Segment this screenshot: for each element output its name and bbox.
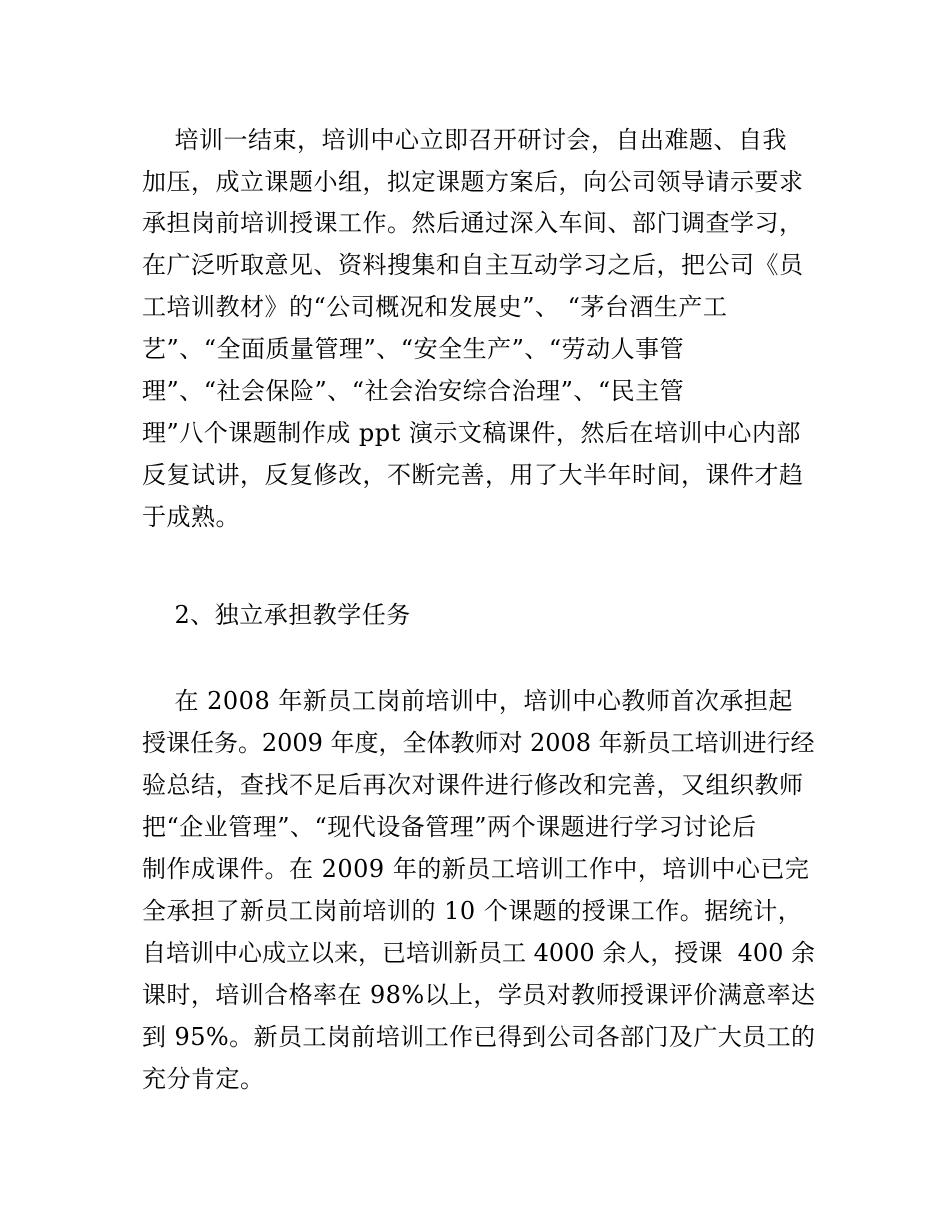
text-line: 到 95%。新员工岗前培训工作已得到公司各部门及广大员工的 — [142, 1023, 816, 1051]
text-line: 理”、“社会保险”、“社会治安综合治理”、“民主管 — [142, 377, 685, 405]
text-line: 在广泛听取意见、资料搜集和自主互动学习之后，把公司《员 — [142, 251, 804, 279]
text-line: 理”八个课题制作成 ppt 演示文稿课件，然后在培训中心内部 — [142, 419, 801, 447]
text-line: 授课任务。2009 年度，全体教师对 2008 年新员工培训进行经 — [142, 729, 815, 757]
text-line: 培训一结束，培训中心立即召开研讨会，自出难题、自我 — [142, 126, 788, 154]
text-line: 艺”、“全面质量管理”、“安全生产”、“劳动人事管 — [142, 335, 685, 363]
text-line: 反复试讲，反复修改，不断完善，用了大半年时间，课件才趋 — [142, 461, 804, 489]
text-line: 课时，培训合格率在 98%以上，学员对教师授课评价满意率达 — [142, 981, 816, 1009]
text-line: 充分肯定。 — [142, 1065, 265, 1093]
text-line: 制作成课件。在 2009 年的新员工培训工作中，培训中心已完 — [142, 855, 810, 883]
text-line: 承担岗前培训授课工作。然后通过深入车间、部门调查学习， — [142, 209, 804, 237]
text-line: 加压，成立课题小组，拟定课题方案后，向公司领导请示要求 — [142, 168, 804, 196]
text-line: 自培训中心成立以来，已培训新员工 4000 余人，授课 400 余 — [142, 939, 816, 967]
text-line: 工培训教材》的“公司概况和发展史”、 “茅台酒生产工 — [142, 293, 728, 321]
text-line: 于成熟。 — [142, 503, 240, 531]
text-line: 把“企业管理”、“现代设备管理”两个课题进行学习讨论后 — [142, 813, 757, 841]
text-line: 验总结，查找不足后再次对课件进行修改和完善，又组织教师 — [142, 771, 804, 799]
text-line: 全承担了新员工岗前培训的 10 个课题的授课工作。据统计， — [142, 897, 803, 925]
text-line: 在 2008 年新员工岗前培训中，培训中心教师首次承担起 — [142, 687, 793, 715]
section-heading: 2、独立承担教学任务 — [142, 601, 411, 629]
